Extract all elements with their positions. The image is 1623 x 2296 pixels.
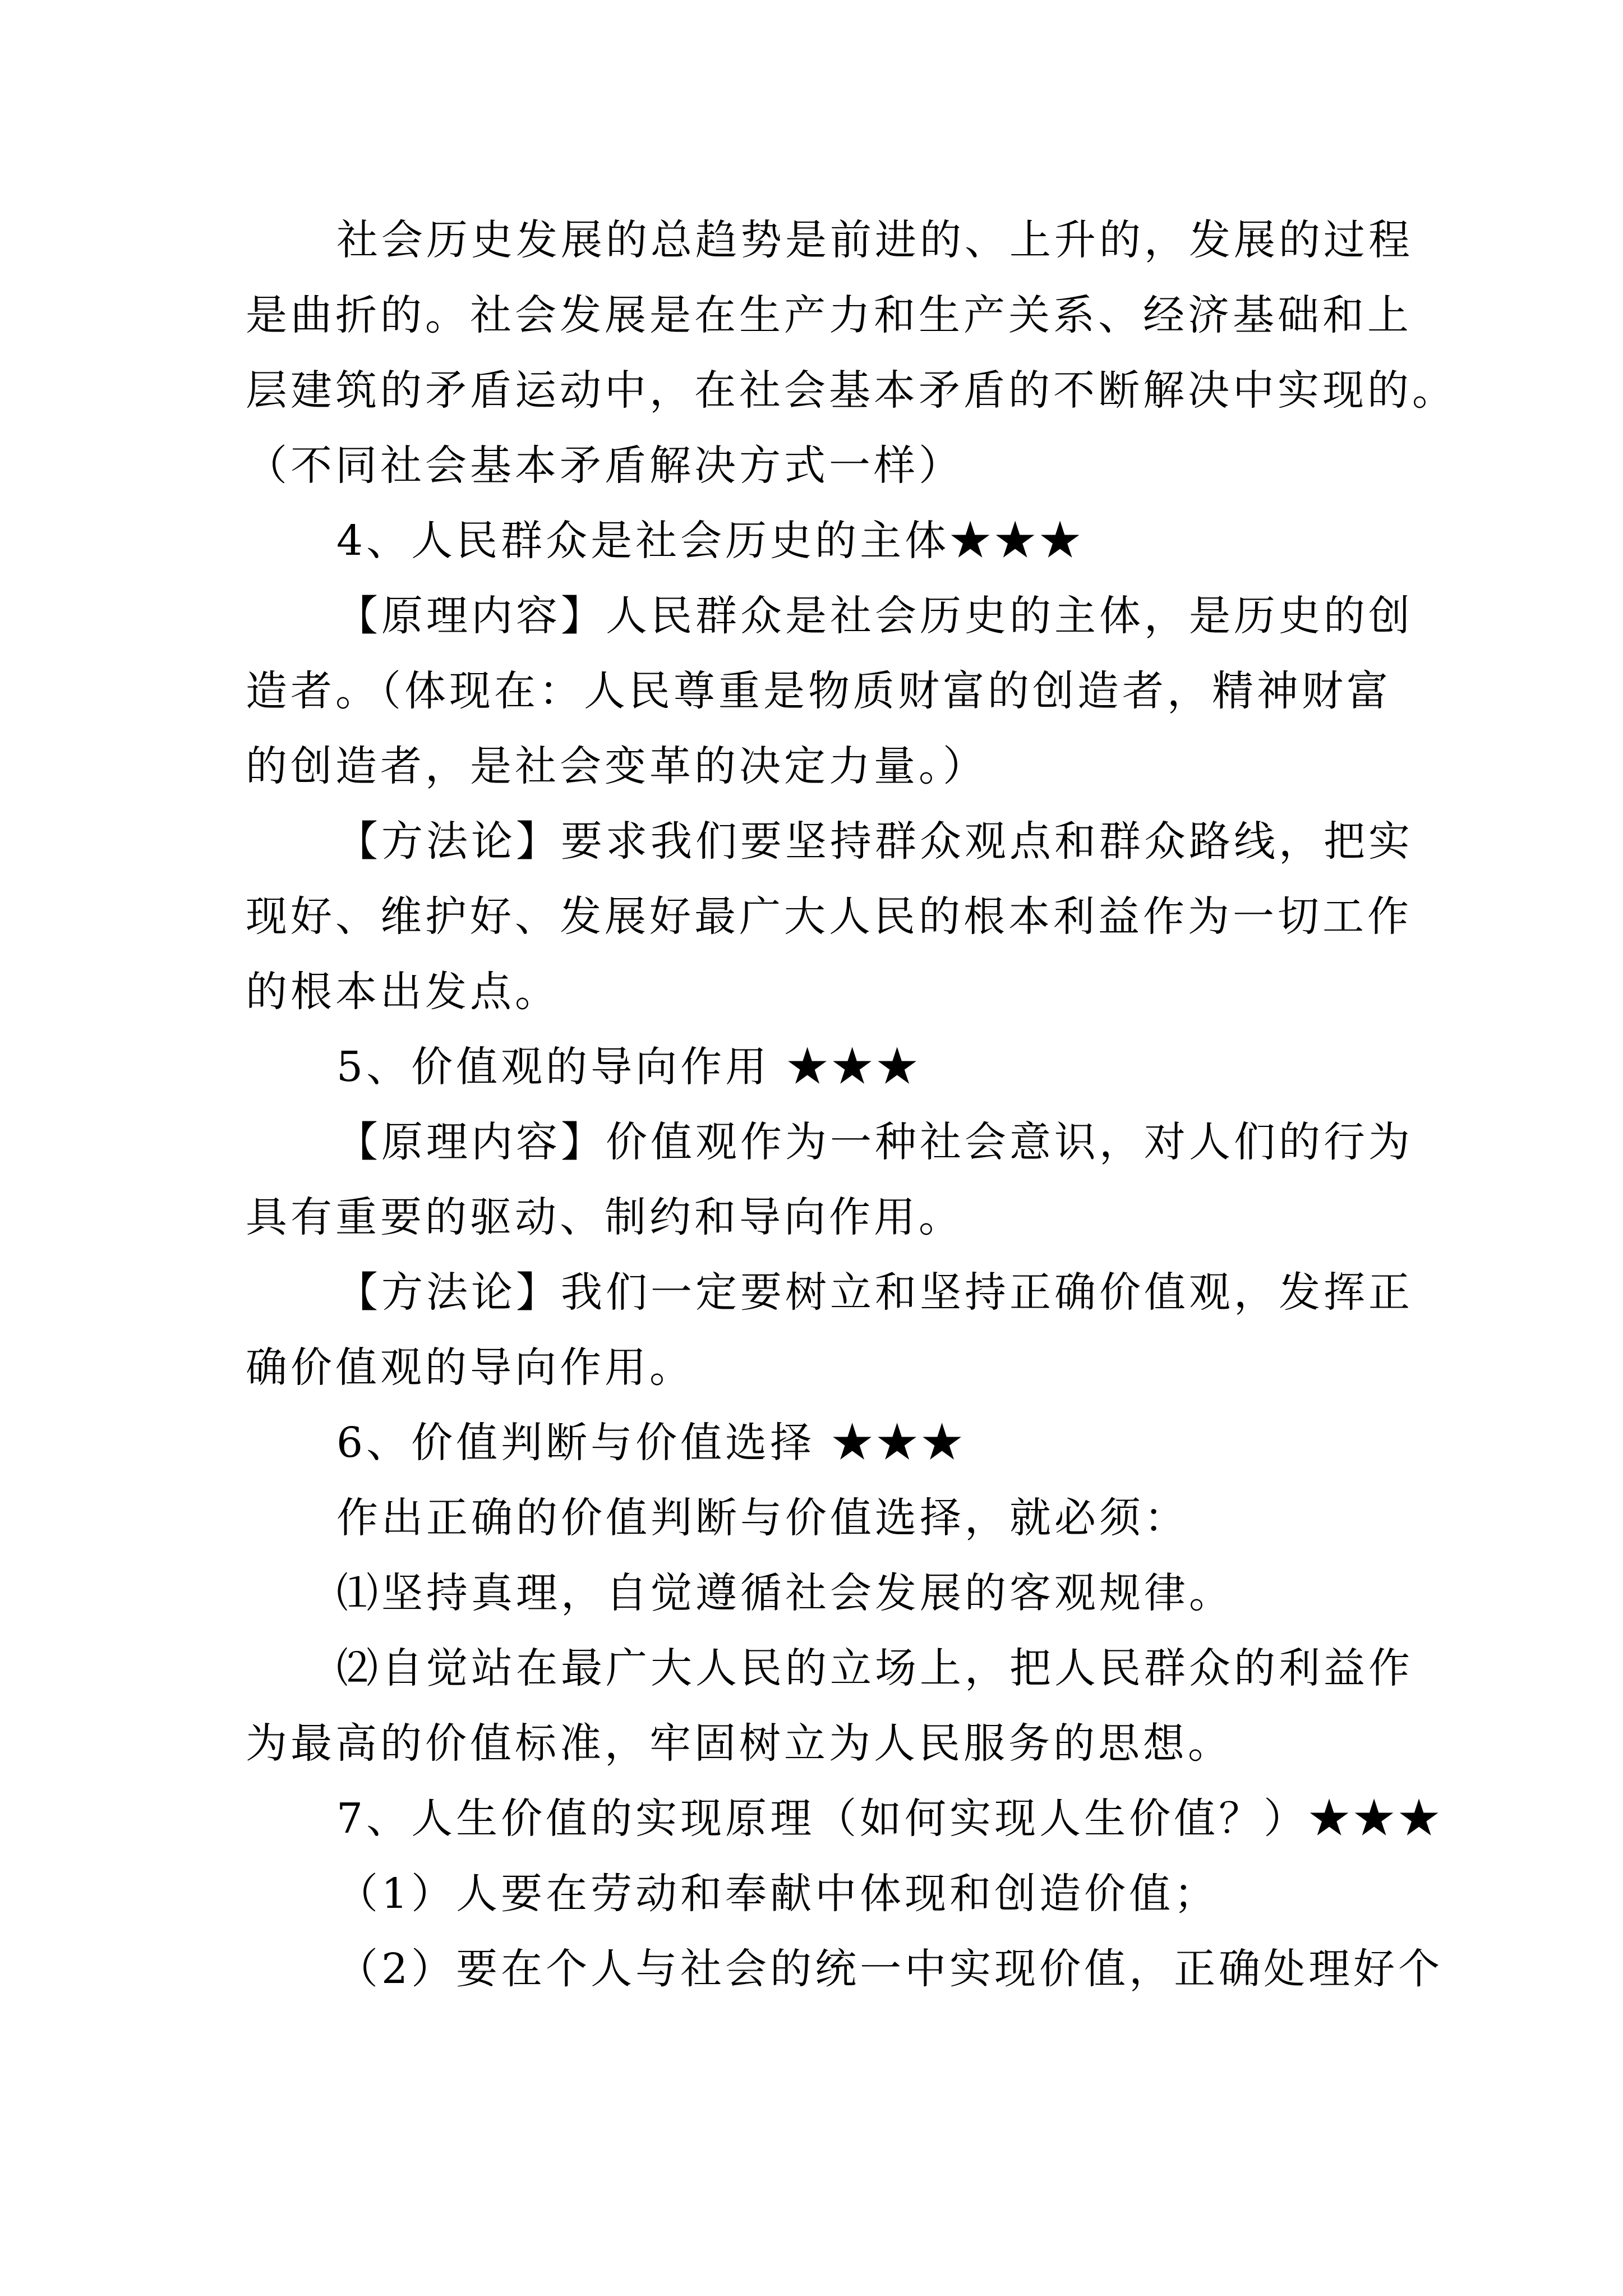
paragraph-line: 【原理内容】价值观作为一种社会意识，对人们的行为 bbox=[336, 1118, 1413, 1166]
paragraph-line: 【方法论】要求我们要坚持群众观点和群众路线，把实 bbox=[336, 817, 1413, 866]
paragraph-line: 确价值观的导向作用。 bbox=[246, 1343, 694, 1392]
paragraph-line: 是曲折的。社会发展是在生产力和生产关系、经济基础和上 bbox=[246, 291, 1412, 339]
list-item: ⑵自觉站在最广大人民的立场上，把人民群众的利益作 bbox=[336, 1644, 1413, 1692]
paragraph-line: 的创造者，是社会变革的决定力量。） bbox=[246, 742, 988, 790]
paragraph-line: 【原理内容】人民群众是社会历史的主体，是历史的创 bbox=[336, 592, 1413, 640]
paragraph-line: 造者。（体现在：人民尊重是物质财富的创造者，精神财富 bbox=[246, 667, 1391, 715]
paragraph-line: 层建筑的矛盾运动中，在社会基本矛盾的不断解决中实现的。 bbox=[246, 366, 1457, 415]
section-heading-5: 5、价值观的导向作用 ★★★ bbox=[336, 1043, 921, 1091]
section-heading-4: 4、人民群众是社会历史的主体★★★ bbox=[336, 517, 1085, 565]
paragraph-line: 的根本出发点。 bbox=[246, 968, 560, 1016]
list-item: （1）人要在劳动和奉献中体现和创造价值； bbox=[336, 1870, 1219, 1918]
paragraph-line: 现好、维护好、发展好最广大人民的根本利益作为一切工作 bbox=[246, 892, 1412, 941]
paragraph-line: 为最高的价值标准，牢固树立为人民服务的思想。 bbox=[246, 1719, 1233, 1768]
list-item: （2）要在个人与社会的统一中实现价值，正确处理好个 bbox=[336, 1945, 1444, 1993]
section-heading-7: 7、人生价值的实现原理（如何实现人生价值？）★★★ bbox=[336, 1795, 1444, 1843]
paragraph-line: （不同社会基本矛盾解决方式一样） bbox=[246, 441, 963, 490]
paragraph-line: 【方法论】我们一定要树立和坚持正确价值观，发挥正 bbox=[336, 1268, 1413, 1317]
paragraph-line: 作出正确的价值判断与价值选择，就必须： bbox=[336, 1494, 1189, 1542]
list-item: ⑴坚持真理，自觉遵循社会发展的客观规律。 bbox=[336, 1569, 1234, 1617]
paragraph-line: 社会历史发展的总趋势是前进的、上升的，发展的过程 bbox=[336, 216, 1413, 264]
section-heading-6: 6、价值判断与价值选择 ★★★ bbox=[336, 1419, 966, 1467]
paragraph-line: 具有重要的驱动、制约和导向作用。 bbox=[246, 1193, 963, 1241]
